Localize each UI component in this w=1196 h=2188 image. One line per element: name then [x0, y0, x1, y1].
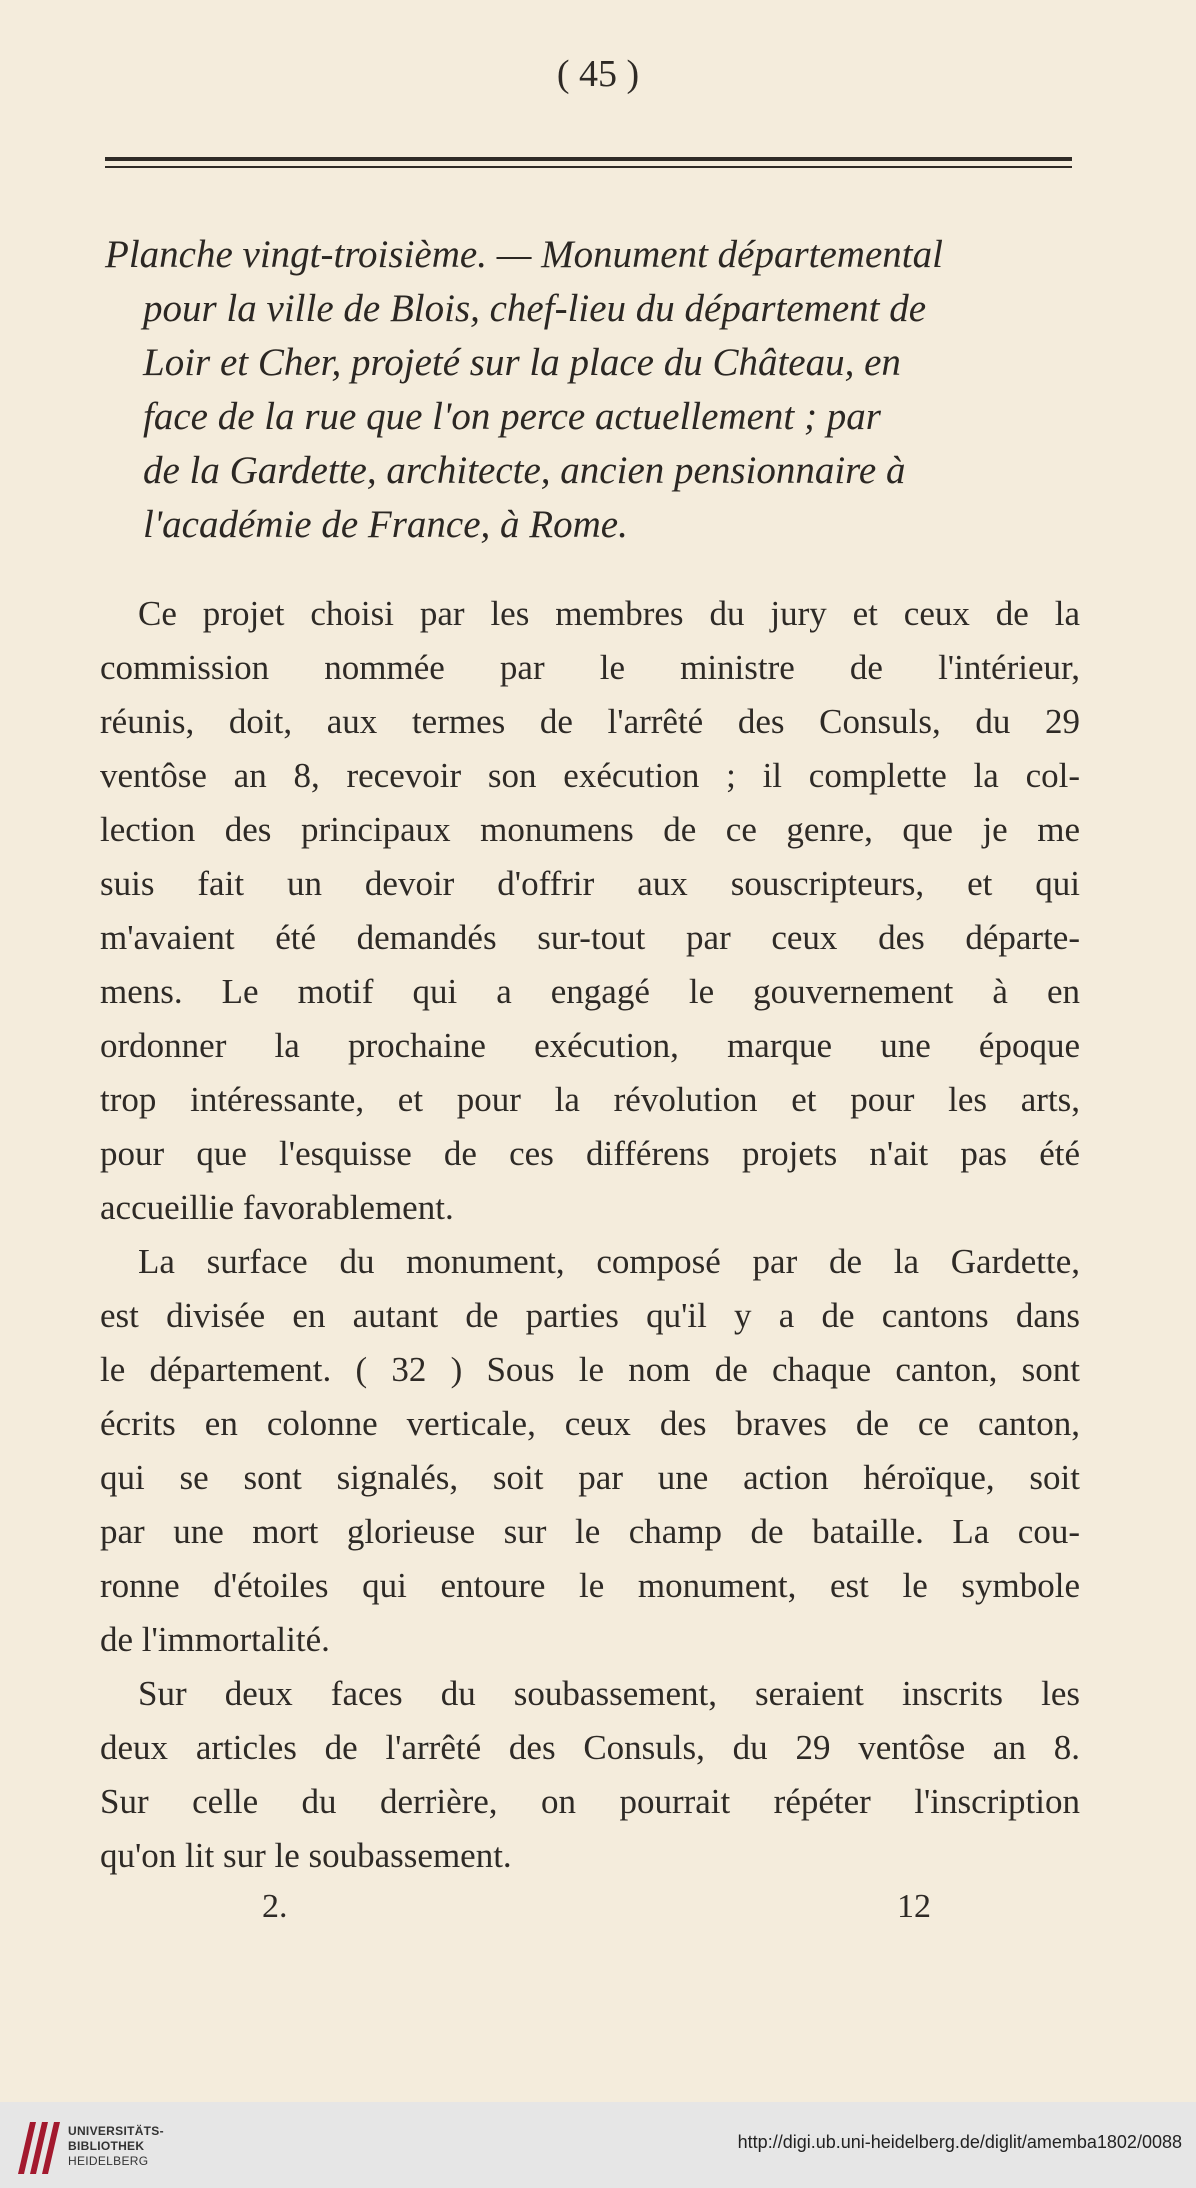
- text-line: qui se sont signalés, soit par une action héroïque, soit: [100, 1458, 1080, 1497]
- text-line: pour que l'esquisse de ces différens projets n'ait pas été: [100, 1134, 1080, 1173]
- text-line: qu'on lit sur le soubassement.: [100, 1836, 512, 1875]
- page-number: ( 45 ): [556, 53, 640, 95]
- text-line: trop intéressante, et pour la révolution et pour les arts,: [100, 1080, 1080, 1119]
- header-rule-thick: [105, 157, 1072, 161]
- library-name-line: HEIDELBERG: [68, 2154, 149, 2168]
- text-line: est divisée en autant de parties qu'il y a de cantons dans: [100, 1296, 1080, 1335]
- text-line: Ce projet choisi par les membres du jury et ceux de la: [138, 594, 1080, 633]
- text-line: ronne d'étoiles qui entoure le monument, est le symbole: [100, 1566, 1080, 1605]
- header-rule-thin: [105, 166, 1072, 168]
- folio-number: 12: [897, 1888, 931, 1925]
- text-line: commission nommée par le ministre de l'intérieur,: [100, 648, 1080, 687]
- heading-line: Loir et Cher, projeté sur la place du Château, en: [143, 341, 901, 384]
- text-line: le département. ( 32 ) Sous le nom de chaque canton, sont: [100, 1350, 1080, 1389]
- text-line: ventôse an 8, recevoir son exécution ; il complette la col-: [100, 756, 1080, 795]
- footer-bar: [0, 2102, 1196, 2188]
- library-name: [68, 2124, 164, 2169]
- heading-line: l'académie de France, à Rome.: [143, 503, 628, 546]
- text-line: Sur deux faces du soubassement, seraient inscrits les: [138, 1674, 1080, 1713]
- text-line: Sur celle du derrière, on pourrait répéter l'inscription: [100, 1782, 1080, 1821]
- text-line: m'avaient été demandés sur-tout par ceux des départe-: [100, 918, 1080, 957]
- heading-line: face de la rue que l'on perce actuellement ; par: [143, 395, 881, 438]
- text-line: suis fait un devoir d'offrir aux souscripteurs, et qui: [100, 864, 1080, 903]
- text-line: de l'immortalité.: [100, 1620, 330, 1659]
- library-name-line: BIBLIOTHEK: [68, 2139, 145, 2153]
- text-line: réunis, doit, aux termes de l'arrêté des Consuls, du 29: [100, 702, 1080, 741]
- heading-line: pour la ville de Blois, chef-lieu du département de: [143, 287, 927, 330]
- text-line: par une mort glorieuse sur le champ de bataille. La cou-: [100, 1512, 1080, 1551]
- signature-mark: 2.: [262, 1888, 288, 1925]
- text-line: mens. Le motif qui a engagé le gouvernement à en: [100, 972, 1080, 1011]
- text-line: ordonner la prochaine exécution, marque une époque: [100, 1026, 1080, 1065]
- source-url-link[interactable]: http://digi.ub.uni-heidelberg.de/diglit/amemba1802/0088: [737, 2132, 1182, 2152]
- text-line: La surface du monument, composé par de la Gardette,: [138, 1242, 1080, 1281]
- text-line: accueillie favorablement.: [100, 1188, 454, 1227]
- text-line: deux articles de l'arrêté des Consuls, du 29 ventôse an 8.: [100, 1728, 1080, 1767]
- text-line: lection des principaux monumens de ce genre, que je me: [100, 810, 1080, 849]
- heading-line: Planche vingt-troisième. — Monument départemental: [105, 233, 943, 276]
- library-logo-icon: [12, 2116, 62, 2176]
- library-name-line: UNIVERSITÄTS-: [68, 2124, 164, 2138]
- text-line: écrits en colonne verticale, ceux des braves de ce canton,: [100, 1404, 1080, 1443]
- heading-line: de la Gardette, architecte, ancien pensionnaire à: [143, 449, 906, 492]
